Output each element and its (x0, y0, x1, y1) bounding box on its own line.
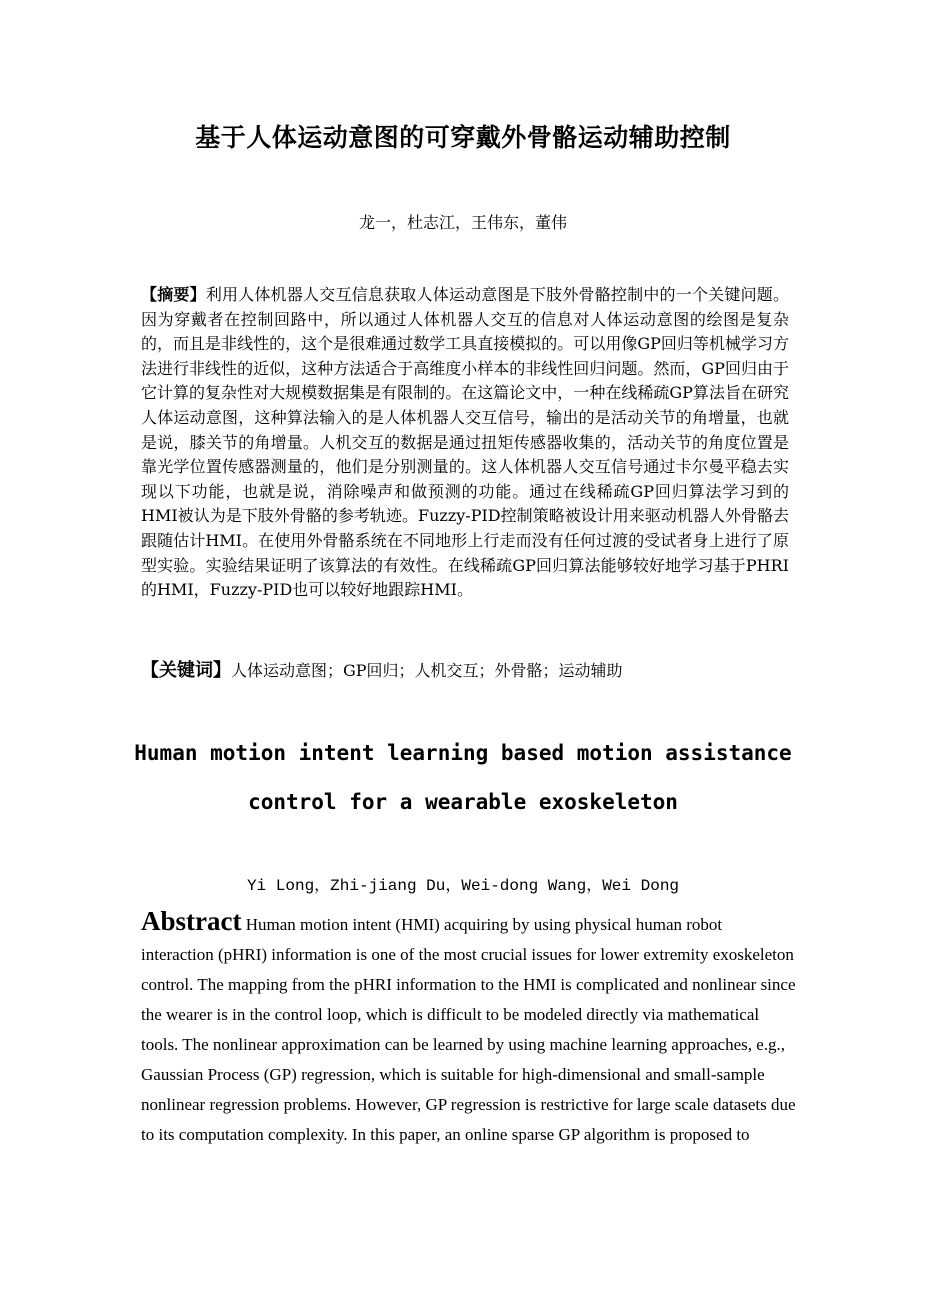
english-title-line-2: control for a wearable exoskeleton (248, 790, 678, 814)
english-abstract-text: Human motion intent (HMI) acquiring by using physical human robot interaction (pHRI) information is one of the most crucial issues for lower extremity exoskeleton control. The mapping from the pHRI information to the HMI is complicated and nonlinear since the wearer is in the control loop, which is difficult to be modeled directly via mathematical tools. The nonlinear approximation can be learned by using machine learning approaches, e.g., Gaussian Process (GP) regression, which is suitable for high-dimensional and small-sample nonlinear regression problems. However, GP regression is restrictive for large scale datasets due to its computation complexity. In this paper, an online sparse GP algorithm is proposed to (141, 915, 796, 1144)
english-abstract-label: Abstract (141, 906, 242, 936)
chinese-keywords (141, 658, 789, 684)
chinese-abstract (141, 283, 789, 603)
chinese-abstract-label: 【摘要】 (141, 285, 206, 304)
english-title (0, 729, 926, 827)
chinese-abstract-text: 利用人体机器人交互信息获取人体运动意图是下肢外骨骼控制中的一个关键问题。因为穿戴者在控制回路中，所以通过人体机器人交互的信息对人体运动意图的绘图是复杂的，而且是非线性的，这个是很难通过数学工具直接模拟的。可以用像GP回归等机械学习方法进行非线性的近似，这种方法适合于高维度小样本的非线性回归问题。然而，GP回归由于它计算的复杂性对大规模数据集是有限制的。在这篇论文中，一种在线稀疏GP算法旨在研究人体运动意图，这种算法输入的是人体机器人交互信号，输出的是活动关节的角增量，也就是说，膝关节的角增量。人机交互的数据是通过扭矩传感器收集的，活动关节的角度位置是靠光学位置传感器测量的，他们是分别测量的。这人体机器人交互信号通过卡尔曼平稳去实现以下功能，也就是说，消除噪声和做预测的功能。通过在线稀疏GP回归算法学习到的HMI被认为是下肢外骨骼的参考轨迹。Fuzzy-PID控制策略被设计用来驱动机器人外骨骼去跟随估计HMI。在使用外骨骼系统在不同地形上行走而没有任何过渡的受试者身上进行了原型实验。实验结果证明了该算法的有效性。在线稀疏GP回归算法能够较好地学习基于PHRI的HMI，Fuzzy-PID也可以较好地跟踪HMI。 (141, 285, 789, 600)
english-authors: Yi Long，Zhi-jiang Du，Wei-dong Wang，Wei Dong (246, 877, 680, 895)
english-abstract (141, 906, 796, 1150)
chinese-authors: 龙一，杜志江，王伟东，董伟 (358, 213, 567, 232)
english-title-line-1: Human motion intent learning based motion assistance (134, 741, 792, 765)
chinese-keywords-text: 人体运动意图；GP回归；人机交互；外骨骼；运动辅助 (231, 661, 623, 680)
chinese-title: 基于人体运动意图的可穿戴外骨骼运动辅助控制 (195, 123, 731, 152)
chinese-keywords-label: 【关键词】 (141, 660, 231, 681)
